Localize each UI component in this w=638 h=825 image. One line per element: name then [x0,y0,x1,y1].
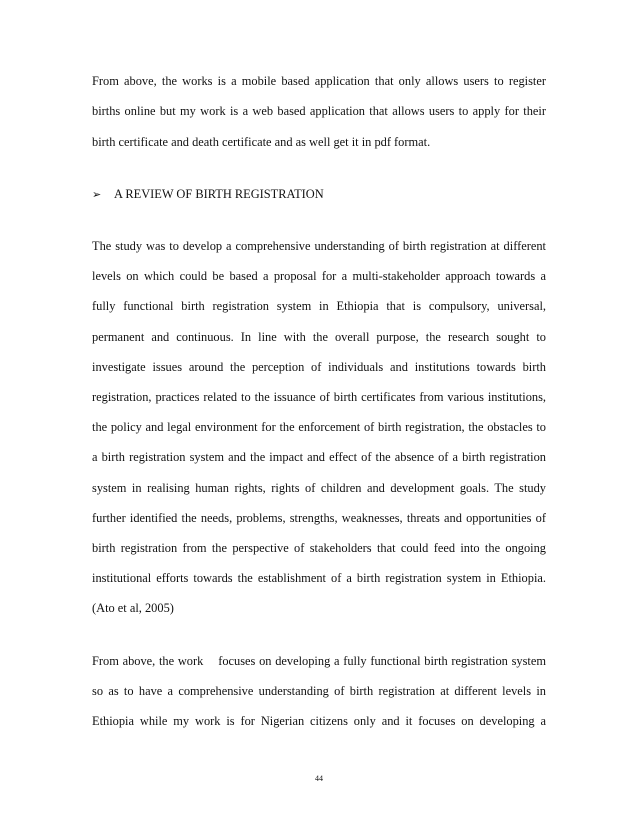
paragraph-2-line-6: registration, practices related to the issuance of birth certificates from various institutions, [92,390,546,404]
paragraph-3-line-3: Ethiopia while my work is for Nigerian citizens only and it focuses on developing a [92,714,546,728]
paragraph-2-line-3: fully functional birth registration system in Ethiopia that is compulsory, universal, [92,299,546,313]
paragraph-1-line-1: From above, the works is a mobile based application that only allows users to register [92,74,546,88]
paragraph-2-line-4: permanent and continuous. In line with the overall purpose, the research sought to [92,330,546,344]
paragraph-2-line-2: levels on which could be based a proposal for a multi-stakeholder approach towards a [92,269,546,283]
section-heading-text: A REVIEW OF BIRTH REGISTRATION [114,187,324,201]
paragraph-1-line-3: birth certificate and death certificate and as well get it in pdf format. [92,135,431,149]
paragraph-2-line-8: a birth registration system and the impact and effect of the absence of a birth registration [92,450,546,464]
paragraph-2-line-13: (Ato et al, 2005) [92,601,174,615]
paragraph-3-line-2: so as to have a comprehensive understanding of birth registration at different levels in [92,684,546,698]
paragraph-2-line-5: investigate issues around the perception of individuals and institutions towards birth [92,360,546,374]
paragraph-2-line-7: the policy and legal environment for the enforcement of birth registration, the obstacles to [92,420,546,434]
page-number: 44 [315,774,323,783]
paragraph-2-line-9: system in realising human rights, rights of children and development goals. The study [92,481,546,495]
paragraph-2-line-1: The study was to develop a comprehensive understanding of birth registration at different [92,239,546,253]
section-heading [92,186,324,203]
paragraph-2-line-10: further identified the needs, problems, strengths, weaknesses, threats and opportunities of [92,511,546,525]
paragraph-2-line-11: birth registration from the perspective of stakeholders that could feed into the ongoing [92,541,546,555]
arrow-bullet-icon: ➢ [92,188,102,201]
paragraph-3-line-1: From above, the work focuses on developing a fully functional birth registration system [92,654,546,668]
paragraph-2-line-12: institutional efforts towards the establishment of a birth registration system in Ethiopia. [92,571,546,585]
paragraph-1-line-2: births online but my work is a web based application that allows users to apply for their [92,104,546,118]
